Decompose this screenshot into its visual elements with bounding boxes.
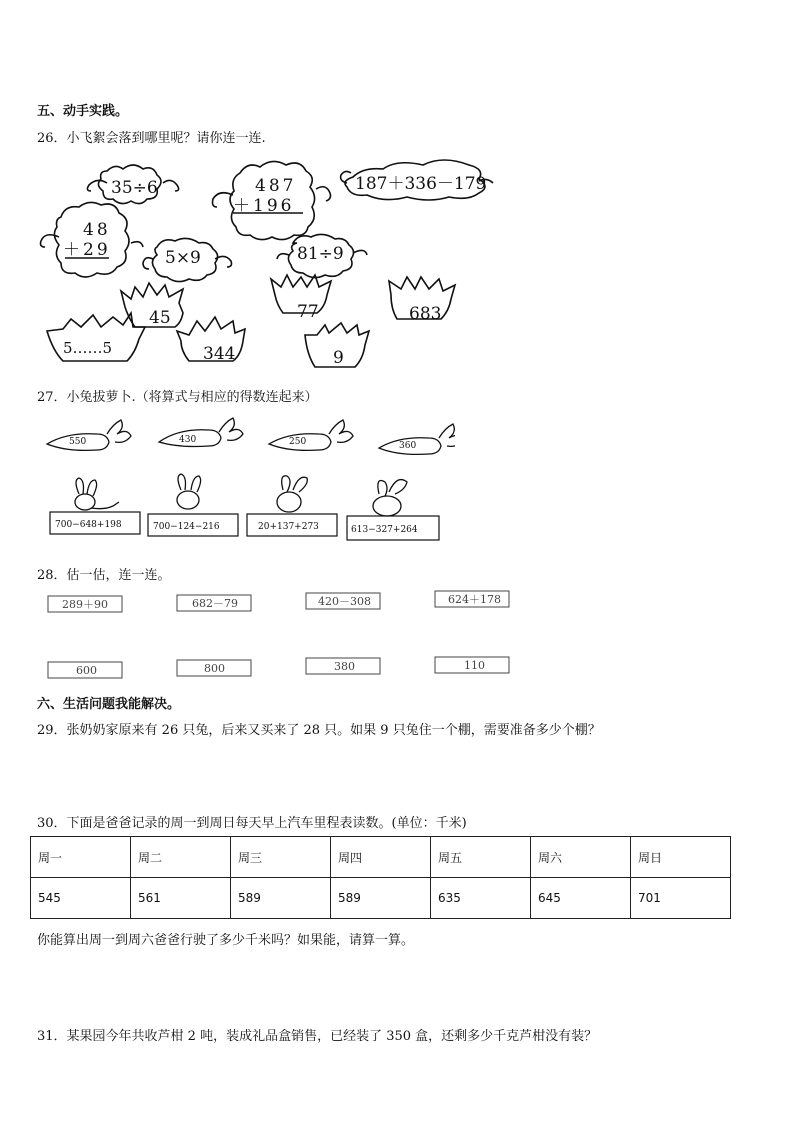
table-cell: 545	[31, 878, 131, 919]
q27-illustration	[45, 410, 455, 545]
estimate-answer-600: 600	[76, 664, 97, 677]
table-cell: 周一	[31, 837, 131, 878]
expression-2: 700−124−216	[153, 522, 220, 532]
estimate-expr-3: 420－308	[318, 595, 371, 608]
table-cell: 周四	[331, 837, 431, 878]
cloud-expr-5-times-9: 5×9	[165, 248, 201, 268]
question-26-text: 26．小飞絮会落到哪里呢？请你连一连.	[37, 131, 266, 146]
cloud-expr-48: 48	[83, 220, 111, 240]
expression-4: 613−327+264	[351, 525, 418, 535]
table-cell: 589	[231, 878, 331, 919]
grass-number-344: 344	[203, 344, 236, 364]
question-28-text: 28．估一估，连一连。	[37, 568, 171, 583]
carrot-value-250: 250	[289, 437, 307, 447]
grass-number-9: 9	[333, 348, 344, 368]
table-cell: 周六	[531, 837, 631, 878]
estimate-expr-4: 624＋178	[448, 593, 501, 606]
question-30-text: 30．下面是爸爸记录的周一到周日每天早上汽车里程表读数。(单位：千米)	[37, 816, 467, 831]
carrot-value-360: 360	[399, 441, 417, 451]
estimate-answer-110: 110	[464, 659, 485, 672]
table-header-row	[31, 837, 731, 878]
grass-number-45: 45	[149, 308, 171, 328]
table-cell: 周日	[631, 837, 731, 878]
odometer-table	[30, 836, 731, 919]
table-cell: 645	[531, 878, 631, 919]
cloud-expr-plus-196: ＋196	[233, 196, 295, 216]
grass-number-77: 77	[297, 302, 319, 322]
table-cell: 589	[331, 878, 431, 919]
table-cell: 635	[431, 878, 531, 919]
carrot-value-550: 550	[69, 437, 87, 447]
rabbit-icon	[75, 478, 119, 510]
section-six-title: 六、生活问题我能解决。	[37, 697, 181, 712]
table-row	[31, 878, 731, 919]
estimate-expr-2: 682－79	[192, 597, 238, 610]
carrot-value-430: 430	[179, 435, 197, 445]
rabbit-icon	[373, 480, 407, 516]
question-31-text: 31．某果园今年共收芦柑 2 吨，装成礼品盒销售，已经装了 350 盒，还剩多少千克芦柑没有装？	[37, 1029, 598, 1044]
estimate-answer-380: 380	[334, 660, 355, 673]
cloud-expr-35-div-6: 35÷6	[111, 178, 158, 198]
table-cell: 周二	[131, 837, 231, 878]
cloud-expr-81-div-9: 81÷9	[297, 244, 344, 264]
cloud-expr-plus-29: ＋29	[63, 240, 111, 260]
expression-3: 20+137+273	[258, 522, 319, 532]
grass-number-5-5: 5……5	[63, 339, 113, 357]
cloud-expr-487: 487	[255, 176, 297, 196]
table-cell: 周三	[231, 837, 331, 878]
expression-1: 700−648+198	[55, 520, 122, 530]
table-cell: 561	[131, 878, 231, 919]
question-29-text: 29．张奶奶家原来有 26 只兔，后来又买来了 28 只。如果 9 只兔住一个棚，需要准备多少个棚？	[37, 723, 601, 738]
section-five-title: 五、动手实践。	[37, 104, 129, 119]
table-cell: 701	[631, 878, 731, 919]
estimate-answer-800: 800	[204, 662, 225, 675]
table-cell: 周五	[431, 837, 531, 878]
question-27-text: 27．小兔拔萝卜.（将算式与相应的得数连起来）	[37, 390, 318, 405]
q28-boxes	[40, 585, 520, 685]
rabbit-icon	[177, 474, 201, 509]
q26-illustration	[35, 155, 505, 375]
estimate-expr-1: 289＋90	[62, 598, 108, 611]
cloud-expr-187-336-179: 187＋336－179	[355, 174, 487, 194]
rabbit-icon	[277, 476, 307, 512]
question-30-followup: 你能算出周一到周六爸爸行驶了多少千米吗？如果能，请算一算。	[37, 933, 415, 948]
grass-number-683: 683	[409, 304, 442, 324]
